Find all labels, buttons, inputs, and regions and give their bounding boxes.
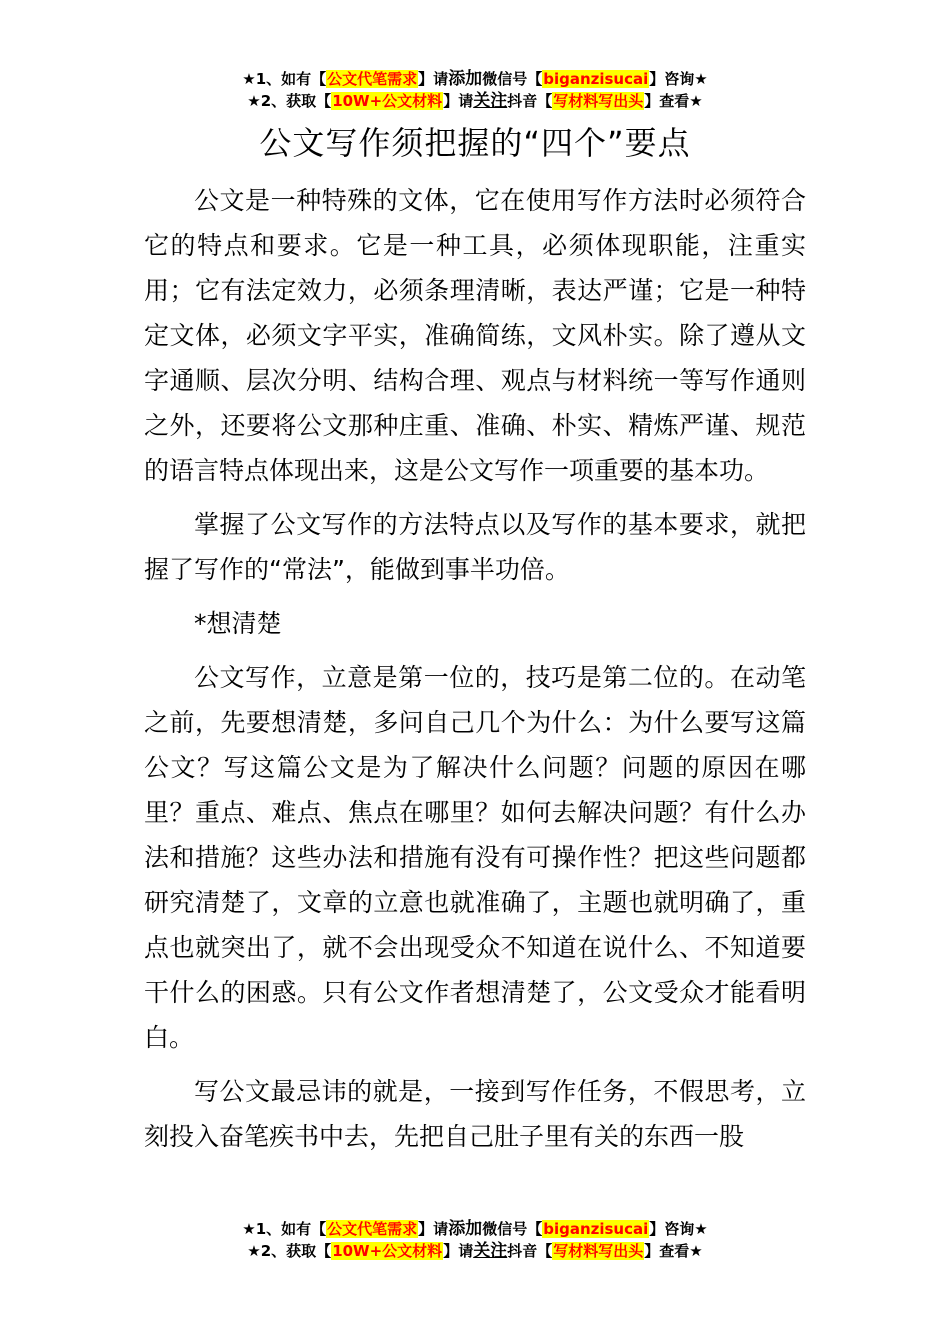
banner-highlight: biganzisucai — [543, 70, 649, 88]
banner-text: 抖音【 — [507, 92, 553, 110]
banner-line-1 — [0, 68, 950, 90]
banner-line-2 — [0, 1240, 950, 1262]
document-title: 公文写作须把握的“四个”要点 — [259, 124, 691, 162]
banner-highlight: 写材料写出头 — [553, 1242, 644, 1260]
banner-emphasis: 添加 — [448, 1219, 483, 1239]
banner-emphasis: 关注 — [473, 91, 508, 111]
banner-text: 】请 — [443, 92, 474, 110]
bottom-banner — [0, 1218, 950, 1262]
banner-highlight: 公文代笔需求 — [327, 70, 418, 88]
banner-text: ★1、如有【 — [242, 70, 327, 88]
section-heading: *想清楚 — [194, 609, 282, 638]
paragraph: 写公文最忌讳的就是，一接到写作任务，不假思考，立刻投入奋笔疾书中去，先把自己肚子里有关的东西一股 — [144, 1077, 806, 1151]
banner-text: 】咨询★ — [649, 1220, 708, 1238]
paragraph: 掌握了公文写作的方法特点以及写作的基本要求，就把握了写作的“常法”，能做到事半功倍。 — [144, 510, 806, 584]
banner-text: 抖音【 — [507, 1242, 553, 1260]
banner-highlight: 10W+公文材料 — [332, 92, 443, 110]
banner-text: 】请 — [443, 1242, 474, 1260]
paragraph: 公文写作，立意是第一位的，技巧是第二位的。在动笔之前，先要想清楚，多问自己几个为什么：为什么要写这篇公文？写这篇公文是为了解决什么问题？问题的原因在哪里？重点、难点、焦点在哪里？如何去解决问题？有什么办法和措施？这些办法和措施有没有可操作性？把这些问题都研究清楚了，文章的立意也就准确了，主题也就明确了，重点也就突出了，就不会出现受众不知道在说什么、不知道要干什么的困惑。只有公文作者想清楚了，公文受众才能看明白。 — [144, 663, 806, 1052]
banner-line-2 — [0, 90, 950, 112]
paragraph: 公文是一种特殊的文体，它在使用写作方法时必须符合它的特点和要求。它是一种工具，必须体现职能，注重实用；它有法定效力，必须条理清晰，表达严谨；它是一种特定文体，必须文字平实，准确简练，文风朴实。除了遵从文字通顺、层次分明、结构合理、观点与材料统一等写作通则之外，还要将公文那种庄重、准确、朴实、精炼严谨、规范的语言特点体现出来，这是公文写作一项重要的基本功。 — [144, 186, 806, 485]
banner-emphasis: 添加 — [448, 69, 483, 89]
banner-text: 】请 — [418, 1220, 449, 1238]
banner-text: 】咨询★ — [649, 70, 708, 88]
banner-text: ★2、获取【 — [247, 92, 332, 110]
banner-highlight: 公文代笔需求 — [327, 1220, 418, 1238]
banner-line-1 — [0, 1218, 950, 1240]
banner-emphasis: 关注 — [473, 1241, 508, 1261]
banner-highlight: biganzisucai — [543, 1220, 649, 1238]
banner-text: ★2、获取【 — [247, 1242, 332, 1260]
banner-text: ★1、如有【 — [242, 1220, 327, 1238]
banner-text: 】查看★ — [644, 92, 703, 110]
document-body — [144, 178, 806, 1168]
banner-text: 微信号【 — [482, 70, 543, 88]
banner-text: 】查看★ — [644, 1242, 703, 1260]
top-banner — [0, 68, 950, 112]
banner-text: 】请 — [418, 70, 449, 88]
banner-highlight: 写材料写出头 — [553, 92, 644, 110]
banner-highlight: 10W+公文材料 — [332, 1242, 443, 1260]
banner-text: 微信号【 — [482, 1220, 543, 1238]
